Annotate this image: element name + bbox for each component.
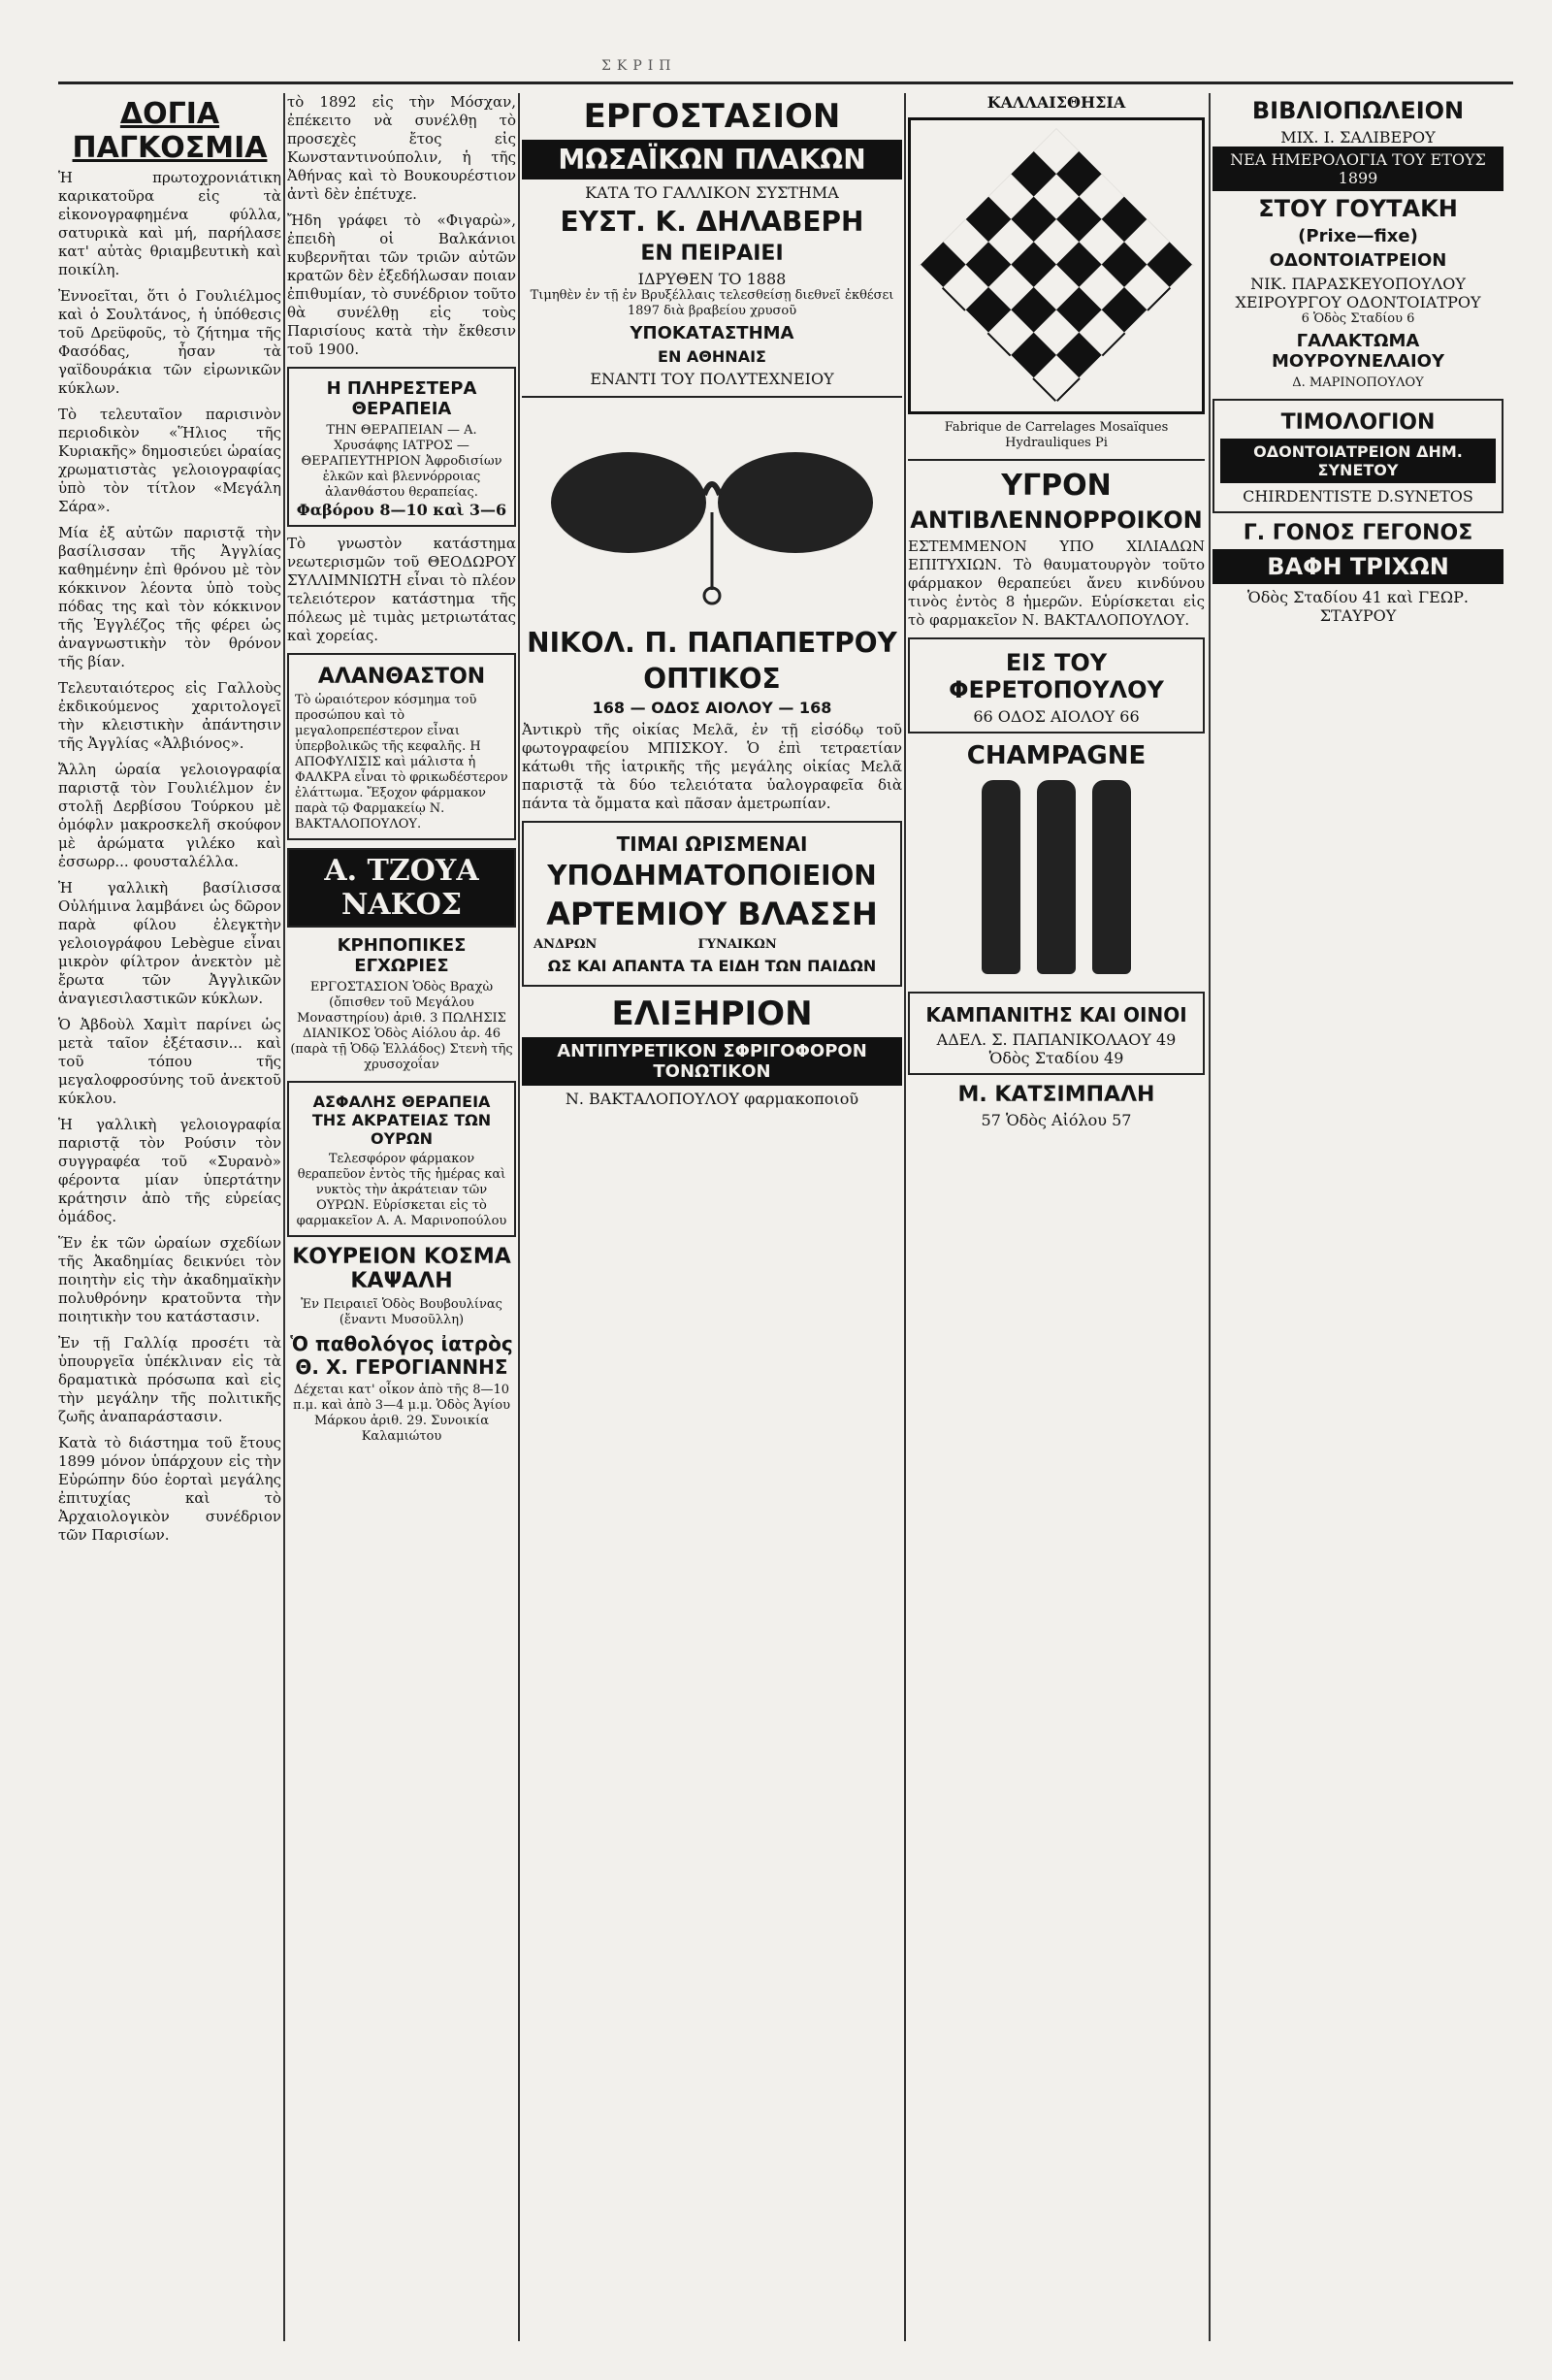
ad-subtitle: ΟΔΟΝΤΟΙΑΤΡΕΙΟΝ ΔΗΜ. ΣΥΝΕΤΟΥ <box>1220 439 1496 483</box>
ad-address: ΑΔΕΛ. Σ. ΠΑΠΑΝΙΚΟΛΑΟΥ 49 Ὁδὸς Σταδίου 49 <box>936 1030 1177 1067</box>
column-center <box>522 93 902 2341</box>
price-table <box>530 936 894 953</box>
ad-caption: Fabrique de Carrelages Mosaïques Hydrauliques Pi <box>944 420 1169 450</box>
ad-text: Τὸ ὡραιότερον κόσμημα τοῦ προσώπου καὶ τὸ μεγαλοπρεπέστερον εἶναι ὑπερβολικῶς τῆς κεφαλῆς. Η ΑΠΟΦΥΛΙΣΙΣ καὶ μάλιστα ἡ ΦΑΛΚΡΑ εἶναι τὸ φρικωδέστερον ἐλάττωμα. Ἔξοχον φάρμακον παρὰ τῷ Φαρμακείῳ Ν. ΒΑΚΤΑΛΟΠΟΥΛΟΥ. <box>295 693 508 831</box>
ad-title: ΥΓΡΟΝ <box>1001 469 1112 503</box>
ad-name: ΑΡΤΕΜΙΟΥ ΒΛΑΣΣΗ <box>546 896 878 932</box>
ad-title: ΕΡΓΟΣΤΑΣΙΟΝ <box>583 97 841 136</box>
ad-address: 57 Ὁδὸς Αἰόλου 57 <box>981 1111 1132 1129</box>
article-paragraph: Ἐν τῇ Γαλλίᾳ προσέτι τὰ ὑπουργεῖα ὑπέκλιναν εἰς τὰ δραματικὰ πρόσωπα καὶ εἰς τὴν μεγάλην τῆς πολιτικῆς ζωῆς ἀναπαράστασιν. <box>58 1334 281 1425</box>
ad-founded: ΙΔΡΥΘΕΝ ΤΟ 1888 <box>637 270 787 288</box>
column-ads-left <box>287 93 516 2341</box>
article-paragraph: Ἡ γαλλικὴ βασίλισσα Οὐλήμινα λαμβάνει ὡς δῶρον παρὰ φίλου ἐλεγκτὴν γελοιογράφου Lebègue εἶναι μικρὸν φίλτρον ἀνεκτὸν μὲ ἔρωτα τῶν Ἀγγλικῶν ἀναγιεσιλαστικῶν κύκλων. <box>58 879 281 1007</box>
article-paragraph: Ἄλλη ὡραία γελοιογραφία παριστᾷ τὸν Γουλιέλμον ἐν στολῇ Δερβίσου Τούρκου μὲ ὁμόφλν μακροσκελῆ σκούφον μὲ ἀρώματα γιλέκο καὶ ἐσσωρρ... φουσταλέλλα. <box>58 761 281 870</box>
ad-prices-title: ΤΙΜΑΙ ΩΡΙΣΜΕΝΑΙ <box>616 832 808 856</box>
column-rule <box>904 93 906 2341</box>
ad-title: CHAMPAGNE <box>966 741 1147 770</box>
ad-pliromi <box>287 367 516 527</box>
ad-title: ΚΡΗΠΟΠΙΚΕΣ ΕΓΧΩΡΙΕΣ <box>337 935 467 976</box>
ad-address: Ὁδὸς Σταδίου 41 καὶ ΓΕΩΡ. ΣΤΑΥΡΟΥ <box>1247 588 1469 625</box>
article-paragraph: Ἕν ἐκ τῶν ὡραίων σχεδίων τῆς Ἀκαδημίας δεικνύει τὸν ποιητὴν εἰς τὴν ἀκαδημαϊκὴν πολυθρόνην κρατοῦντα τὴν ποιητικὴν του κατάστασιν. <box>58 1234 281 1325</box>
ad-alanthaston <box>287 653 516 840</box>
top-rule <box>58 82 1513 84</box>
ad-text: ΚΑΤΑ ΤΟ ΓΑΛΛΙΚΟΝ ΣΥΣΤΗΜΑ <box>585 183 839 202</box>
ad-name: ΕΥΣΤ. Κ. ΔΗΛΑΒΕΡΗ <box>560 206 864 238</box>
column-ads-right-1 <box>908 93 1205 2341</box>
ad-title: ΥΠΟΔΗΜΑΤΟΠΟΙΕΙΟΝ <box>547 860 877 892</box>
spectacles-illustration <box>522 406 902 619</box>
ad-text: Δέχεται κατ' οἶκον ἀπὸ τῆς 8—10 π.μ. καὶ ἀπὸ 3—4 μ.μ. Ὁδὸς Ἁγίου Μάρκου ἀριθ. 29. Συνοικία Καλαμιώτου <box>293 1383 510 1444</box>
article-paragraph: Τὸ γνωστὸν κατάστημα νεωτερισμῶν τοῦ ΘΕΟΔΩΡΟΥ ΣΥΛΛΙΜΝΙΩΤΗ εἶναι τὸ πλέον τελειότερον κατάστημα τῆς πόλεως μὲ τιμὰς μετριωτάτας καὶ χορείας. <box>287 535 516 644</box>
ad-text: ΤΗΝ ΘΕΡΑΠΕΙΑΝ — Α. Χρυσάφης ΙΑΤΡΟΣ — ΘΕΡΑΠΕΥΤΗΡΙΟΝ Ἀφροδισίων ἑλκῶν καὶ βλεννόρροιας ἀλανθάστου θεραπείας. <box>301 423 502 500</box>
ad-subtitle: ΜΩΣΑΪΚΩΝ ΠΛΑΚΩΝ <box>522 140 902 179</box>
ad-title: ΟΔΟΝΤΟΙΑΤΡΕΙΟΝ <box>1269 250 1447 271</box>
ad-footer: ΩΣ ΚΑΙ ΑΠΑΝΤΑ ΤΑ ΕΙΔΗ ΤΩΝ ΠΑΙΔΩΝ <box>547 957 877 975</box>
section-title: ΔΟΓΙΑ ΠΑΓΚΟΣΜΙΑ <box>72 97 268 165</box>
ad-title: Γ. ΓΟΝΟΣ ΓΕΓΟΝΟΣ <box>1243 521 1473 545</box>
ad-subtitle: ΑΝΤΙΠΥΡΕΤΙΚΟΝ ΣΦΡΙΓΟΦΟΡΟΝ ΤΟΝΩΤΙΚΟΝ <box>522 1037 902 1086</box>
ad-kampanitis <box>908 992 1205 1075</box>
ad-asfalis <box>287 1081 516 1237</box>
column-rule <box>518 93 520 2341</box>
ad-title: ΕΛΙΞΗΡΙΟΝ <box>611 994 813 1033</box>
ad-address: 66 ΟΔΟΣ ΑΙΟΛΟΥ 66 <box>973 707 1140 726</box>
bottle <box>1037 780 1076 974</box>
ad-text: Ν. ΒΑΚΤΑΛΟΠΟΥΛΟΥ φαρμακοποιοῦ <box>565 1090 859 1108</box>
ad-title: ΒΙΒΛΙΟΠΩΛΕΙΟΝ <box>1251 97 1465 124</box>
ad-title: ΚΟΥΡΕΙΟΝ ΚΟΣΜΑ ΚΑΨΑΛΗ <box>292 1245 511 1293</box>
article-paragraph: Ἐννοεῖται, ὅτι ὁ Γουλιέλμος καὶ ὁ Σουλτάνος, ἡ ὑπόθεσις τοῦ Δρεϋφοῦς, τὸ ζήτημα τῆς Φασόδας, ἦσαν τὰ γαϊδουράκια τῶν εἰρωνικῶν κύκλων. <box>58 287 281 397</box>
column-rule <box>283 93 285 2341</box>
ad-subtitle: ΑΝΤΙΒΛΕΝΝΟΡΡΟΙΚΟΝ <box>910 506 1203 534</box>
ad-address: 168 — ΟΔΟΣ ΑΙΟΛΟΥ — 168 <box>592 699 832 717</box>
ad-title: ΑΣΦΑΛΗΣ ΘΕΡΑΠΕΙΑ ΤΗΣ ΑΚΡΑΤΕΙΑΣ ΤΩΝ ΟΥΡΩΝ <box>311 1092 492 1148</box>
ad-title: ΚΑΛΛΑΙΣΘΗΣΙΑ <box>986 93 1126 112</box>
ad-branch-place: ΕΝ ΑΘΗΝΑΙΣ <box>658 347 766 366</box>
separator <box>522 396 902 398</box>
ad-award: Τιμηθὲν ἐν τῇ ἐν Βρυξέλλαις τελεσθείσῃ διεθνεῖ ἐκθέσει 1897 διὰ βραβείου χρυσοῦ <box>530 288 894 318</box>
ad-subtitle: (Prixe—fixe) <box>1298 226 1418 246</box>
separator <box>908 459 1205 461</box>
article-paragraph: Κατὰ τὸ διάστημα τοῦ ἔτους 1899 μόνον ὑπάρχουν εἰς τὴν Εὐρώπην δύο ἑορταὶ μεγάλης ἐπιτυχίας καὶ τὸ Ἀρχαιολογικὸν συνέδριον τῶν Παρισίων. <box>58 1434 281 1544</box>
ad-title: ΒΑΦΗ ΤΡΙΧΩΝ <box>1212 549 1504 584</box>
article-paragraph: Ὁ Ἀβδοὺλ Χαμὶτ παρίνει ὡς μετὰ ταῖον ἐξέτασιν... καὶ τοῦ τόπου τῆς μεγαλοφροσύνης τοῦ ἀνεκτοῦ κύκλου. <box>58 1016 281 1107</box>
ad-text: ΕΡΓΟΣΤΑΣΙΟΝ Ὁδὸς Βραχὼ (ὄπισθεν τοῦ Μεγάλου Μοναστηρίου) ἀριθ. 3 ΠΩΛΗΣΙΣ ΔΙΑΝΙΚΟΣ Ὁδὸς Αἰόλου ἀρ. 46 (παρὰ τῇ Ὁδῷ Ἑλλάδος) Στενὴ τῆς χρυσοχοΐαν <box>290 980 513 1072</box>
price-header-women: ΓΥΝΑΙΚΩΝ <box>697 937 777 952</box>
ad-feretopoulos <box>908 637 1205 734</box>
ad-shoemaker <box>522 821 902 987</box>
ad-tzouanakos: Α. ΤΖΟΥΑ ΝΑΚΟΣ <box>287 848 516 928</box>
tiles-illustration <box>908 117 1205 414</box>
ad-text: Ἀντικρὺ τῆς οἰκίας Μελᾶ, ἐν τῇ εἰσόδῳ τοῦ φωτογραφείου ΜΠΙΣΚΟΥ. Ὁ ἐπὶ τετραετίαν κάτωθι τῆς ἰατρικῆς τῆς μεγάλης οἰκίας Μελᾶ παριστᾷ τὰ δύο τελειότατα ὑαλογραφεῖα διὰ πάντα τὰ ὄμματα καὶ πᾶσαν ἀμετρωπίαν. <box>522 721 902 812</box>
ad-name: ΜΙΧ. Ι. ΣΑΛΙΒΕΡΟΥ <box>1280 128 1436 147</box>
ad-branch: ΥΠΟΚΑΤΑΣΤΗΜΑ <box>630 323 794 343</box>
price-header-men: ΑΝΔΡΩΝ <box>534 937 598 952</box>
article-paragraph: Ἡ γαλλικὴ γελοιογραφία παριστᾷ τὸν Ρούσιν τὸν συγγραφέα τοῦ «Συρανὸ» φέροντα μίαν ὑπερτάτην κράτησιν ἀπὸ τῆς εὐρείας ὁμάδος. <box>58 1116 281 1225</box>
ad-title: Ὁ παθολόγος ἰατρὸς Θ. Χ. ΓΕΡΟΓΙΑΝΝΗΣ <box>290 1332 513 1379</box>
ad-text: Ἐν Πειραιεῖ Ὁδὸς Βουβουλίνας (ἔναντι Μυσοῦλλη) <box>301 1297 502 1327</box>
bottle <box>1092 780 1131 974</box>
column-rule <box>1209 93 1211 2341</box>
ad-subtitle: ΝΕΑ ΗΜΕΡΟΛΟΓΙΑ ΤΟΥ ΕΤΟΥΣ 1899 <box>1212 147 1504 191</box>
ad-name: CHIRDENTISTE D.SYNETOS <box>1243 487 1473 505</box>
article-paragraph: Τελευταιότερος εἰς Γαλλοὺς ἐκδικούμενος χαριτολογεῖ τὴν κλειστικὴν ἀπάντησιν τῆς Ἀγγλίας «Ἀλβιόνος». <box>58 679 281 752</box>
bottle <box>982 780 1020 974</box>
ad-place: ΕΝ ΠΕΙΡΑΙΕΙ <box>640 242 784 266</box>
bottles-illustration <box>908 774 1205 984</box>
ad-text: Τελεσφόρον φάρμακον θεραπεῦον ἐντὸς τῆς ἡμέρας καὶ νυκτὸς τὴν ἀκράτειαν τῶν ΟΥΡΩΝ. Εὑρίσκεται εἰς τὸ φαρμακεῖον Α. Α. Μαρινοπούλου <box>296 1152 507 1228</box>
column-news <box>58 93 281 2341</box>
ad-title: ΟΠΤΙΚΟΣ <box>643 663 781 695</box>
article-paragraph: Τὸ τελευταῖον παρισινὸν περιοδικὸν «Ἥλιος τῆς Κυριακῆς» δημοσιεύει ὡραίας χρωματιστὰς γελοιογραφίας ὑπὸ τὸν τίτλον «Μεγάλη Σάρα». <box>58 406 281 515</box>
ad-title: ΕΙΣ ΤΟΥ ΦΕΡΕΤΟΠΟΥΛΟΥ <box>949 649 1164 703</box>
ad-name: ΝΙΚΟΛ. Π. ΠΑΠΑΠΕΤΡΟΥ <box>527 627 897 659</box>
ad-name: Δ. ΜΑΡΙΝΟΠΟΥΛΟΥ <box>1292 375 1424 390</box>
ad-address: Φαβόρου 8—10 καὶ 3—6 <box>296 501 507 519</box>
ad-title: ΓΑΛΑΚΤΩΜΑ ΜΟΥΡΟΥΝΕΛΑΙΟΥ <box>1271 331 1445 372</box>
article-paragraph: Μία ἐξ αὐτῶν παριστᾷ τὴν βασίλισσαν τῆς Ἀγγλίας καθημένην ἐπὶ θρόνου μὲ τὸν κόκκινον λέοντα ὑπὸ τοὺς πόδας της καὶ τὸν κόκκινον τῆς Ἐγγλέζος τῆς φέρει ὡς ἀναγνωστικὴν τὸν θρόνον τῆς βίαν. <box>58 524 281 670</box>
ad-name: ΝΙΚ. ΠΑΡΑΣΚΕΥΟΠΟΥΛΟΥ ΧΕΙΡΟΥΡΓΟΥ ΟΔΟΝΤΟΙΑΤΡΟΥ <box>1235 275 1481 311</box>
ad-dental-price <box>1212 399 1504 513</box>
article-paragraph: Ἡ πρωτοχρονιάτικη καρικατοῦρα εἰς τὰ εἰκονογραφημένα φύλλα, σατυρικὰ καὶ μή, παρήλασε κατ' αὐτὰς θριαμβευτικὴ καὶ ποικίλη. <box>58 169 281 278</box>
ad-title: Μ. ΚΑΤΣΙΜΠΑΛΗ <box>957 1083 1155 1107</box>
ad-title: ΑΛΑΝΘΑΣΤΟΝ <box>317 665 486 689</box>
page-number: ΣΚΡΙΠ <box>601 58 677 74</box>
ad-title: ΣΤΟΥ ΓΟΥΤΑΚΗ <box>1258 195 1458 222</box>
ad-title: ΚΑΜΠΑΝΙΤΗΣ ΚΑΙ ΟΙΝΟΙ <box>925 1003 1187 1027</box>
ad-title: Η ΠΛΗΡΕΣΤΕΡΑ ΘΕΡΑΠΕΙΑ <box>326 378 477 419</box>
column-ads-right-2 <box>1212 93 1504 2341</box>
ad-address: ΕΝΑΝΤΙ ΤΟΥ ΠΟΛΥΤΕΧΝΕΙΟΥ <box>590 370 834 388</box>
ad-address: 6 Ὁδὸς Σταδίου 6 <box>1301 311 1415 326</box>
ad-title: ΤΙΜΟΛΟΓΙΟΝ <box>1280 410 1436 435</box>
article-paragraph: Ἤδη γράφει τὸ «Φιγαρὼ», ἐπειδὴ οἱ Βαλκάνιοι κυβερνῆται τῶν τριῶν αὐτῶν κρατῶν δὲν ἐξεδήλωσαν ποιαν ἐπιθυμίαν, τὸ συνέδριον τοῦτο θὰ συνέλθῃ εἰς τοὺς Παρισίους κατὰ τὴν ἔκθεσιν τοῦ 1900. <box>287 212 516 358</box>
article-paragraph: τὸ 1892 εἰς τὴν Μόσχαν, ἐπέκειτο νὰ συνέλθῃ τὸ προσεχὲς ἔτος εἰς Κωνσταντινούπολιν, ἡ τῆς Ἀθήνας καὶ τὸ Βουκουρέστιον ἀντὶ δὲν ἐπέτυχε. <box>287 93 516 203</box>
ad-text: ΕΣΤΕΜΜΕΝΟΝ ΥΠΟ ΧΙΛΙΑΔΩΝ ΕΠΙΤΥΧΙΩΝ. Τὸ θαυματουργὸν τοῦτο φάρμακον θεραπεύει ἄνευ κινδύνου τινὸς ἐντὸς 8 ἡμερῶν. Εὑρίσκεται εἰς τὸ φαρμακεῖον Ν. ΒΑΚΤΑΛΟΠΟΥΛΟΥ. <box>908 538 1205 629</box>
